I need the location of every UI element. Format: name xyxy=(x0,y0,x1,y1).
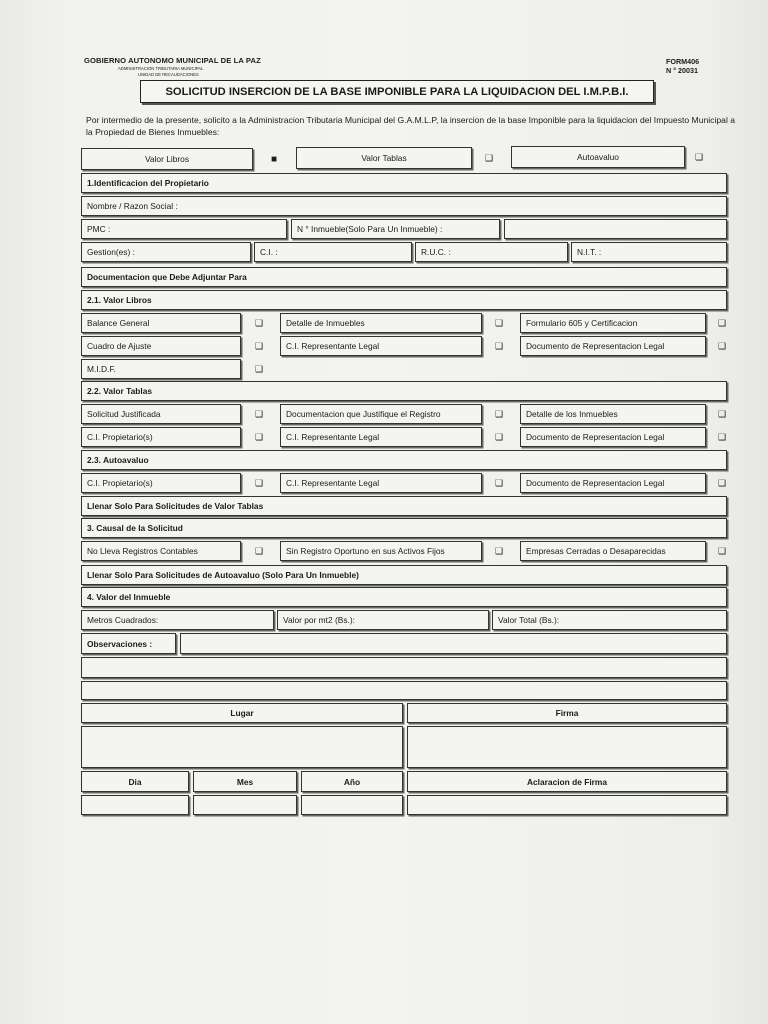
section-valor-libros: 2.1. Valor Libros xyxy=(81,290,727,310)
section-owner-identification: 1.Identificacion del Propietario xyxy=(81,173,727,193)
doc-ci-representante: C.I. Representante Legal xyxy=(280,336,482,356)
option-valor-libros[interactable]: Valor Libros xyxy=(81,148,253,170)
doc-justifique-registro: Documentacion que Justifique el Registro xyxy=(280,404,482,424)
checkbox-cuadro-ajuste[interactable]: ❑ xyxy=(254,340,264,351)
property-number-field[interactable]: N ° Inmueble(Solo Para Un Inmueble) : xyxy=(291,219,500,239)
observaciones-label: Observaciones : xyxy=(81,633,176,654)
observaciones-line-2[interactable] xyxy=(81,657,727,678)
org-name: GOBIERNO AUTONOMO MUNICIPAL DE LA PAZ xyxy=(84,56,261,65)
note-valor-tablas: Llenar Solo Para Solicitudes de Valor Tablas xyxy=(81,496,727,516)
ruc-field[interactable]: R.U.C. : xyxy=(415,242,568,262)
checkbox-representacion-legal-2[interactable]: ❑ xyxy=(717,431,727,442)
firma-header: Firma xyxy=(407,703,727,723)
org-subunit-2: UNIDAD DE RECAUDACIONES xyxy=(138,72,199,77)
doc-midf: M.I.D.F. xyxy=(81,359,241,379)
dia-header: Dia xyxy=(81,771,189,792)
mes-header: Mes xyxy=(193,771,297,792)
observaciones-line-3[interactable] xyxy=(81,681,727,700)
cause-no-registros: No Lleva Registros Contables xyxy=(81,541,241,561)
checkbox-solicitud-justificada[interactable]: ❑ xyxy=(254,408,264,419)
nit-field[interactable]: N.I.T. : xyxy=(571,242,727,262)
checkbox-midf[interactable]: ❑ xyxy=(254,363,264,374)
property-number-value[interactable] xyxy=(504,219,727,239)
checkbox-representacion-legal[interactable]: ❑ xyxy=(717,340,727,351)
anio-field[interactable] xyxy=(301,795,403,815)
valor-total-field[interactable]: Valor Total (Bs.): xyxy=(492,610,727,630)
cause-empresas-cerradas: Empresas Cerradas o Desaparecidas xyxy=(520,541,706,561)
checkbox-balance-general[interactable]: ❑ xyxy=(254,317,264,328)
checkbox-ci-representante-2[interactable]: ❑ xyxy=(494,431,504,442)
checkbox-ci-representante[interactable]: ❑ xyxy=(494,340,504,351)
org-subunit: ADMINISTRACION TRIBUTARIA MUNICIPAL xyxy=(118,66,204,71)
checkbox-ci-propietario[interactable]: ❑ xyxy=(254,431,264,442)
doc-representacion-legal-3: Documento de Representacion Legal xyxy=(520,473,706,493)
doc-detalle-los-inmuebles: Detalle de los Inmuebles xyxy=(520,404,706,424)
checkbox-detalle-inmuebles[interactable]: ❑ xyxy=(494,317,504,328)
section-valor-inmueble: 4. Valor del Inmueble xyxy=(81,587,727,607)
section-valor-tablas: 2.2. Valor Tablas xyxy=(81,381,727,401)
cause-sin-registro: Sin Registro Oportuno en sus Activos Fijos xyxy=(280,541,482,561)
checkbox-empresas-cerradas[interactable]: ❑ xyxy=(717,545,727,556)
aclaracion-field[interactable] xyxy=(407,795,727,815)
doc-balance-general: Balance General xyxy=(81,313,241,333)
section-documentation: Documentacion que Debe Adjuntar Para xyxy=(81,267,727,287)
form-number: N ° 20031 xyxy=(666,66,699,75)
lugar-field[interactable] xyxy=(81,726,403,768)
form-code: FORM406 xyxy=(666,57,700,66)
lugar-header: Lugar xyxy=(81,703,403,723)
checkbox-justifique-registro[interactable]: ❑ xyxy=(494,408,504,419)
doc-cuadro-ajuste: Cuadro de Ajuste xyxy=(81,336,241,356)
section-autoavaluo: 2.3. Autoavaluo xyxy=(81,450,727,470)
doc-ci-representante-3: C.I. Representante Legal xyxy=(280,473,482,493)
gestion-field[interactable]: Gestion(es) : xyxy=(81,242,251,262)
doc-detalle-inmuebles: Detalle de Inmuebles xyxy=(280,313,482,333)
checkbox-autoavaluo[interactable]: ❑ xyxy=(694,151,704,162)
checkbox-formulario-605[interactable]: ❑ xyxy=(717,317,727,328)
checkbox-no-registros[interactable]: ❑ xyxy=(254,545,264,556)
checkbox-sin-registro[interactable]: ❑ xyxy=(494,545,504,556)
owner-name-field[interactable]: Nombre / Razon Social : xyxy=(81,196,727,216)
doc-ci-representante-2: C.I. Representante Legal xyxy=(280,427,482,447)
checkbox-detalle-los-inmuebles[interactable]: ❑ xyxy=(717,408,727,419)
doc-ci-propietario-3: C.I. Propietario(s) xyxy=(81,473,241,493)
option-valor-tablas[interactable]: Valor Tablas xyxy=(296,147,472,169)
doc-solicitud-justificada: Solicitud Justificada xyxy=(81,404,241,424)
doc-representacion-legal-2: Documento de Representacion Legal xyxy=(520,427,706,447)
metros-cuadrados-field[interactable]: Metros Cuadrados: xyxy=(81,610,274,630)
ci-field[interactable]: C.I. : xyxy=(254,242,412,262)
option-autoavaluo[interactable]: Autoavaluo xyxy=(511,146,685,168)
checkbox-valor-tablas[interactable]: ❑ xyxy=(484,152,494,163)
intro-text: Por intermedio de la presente, solicito a la Administracion Tributaria Municipal del G.A.M.L.P, la insercion de la base Imponible para la liquidacion del Impuesto Municipal a la Propiedad de Bienes Inmuebles: xyxy=(86,115,736,137)
doc-ci-propietario: C.I. Propietario(s) xyxy=(81,427,241,447)
checkbox-ci-representante-3[interactable]: ❑ xyxy=(494,477,504,488)
observaciones-line-1[interactable] xyxy=(180,633,727,654)
dia-field[interactable] xyxy=(81,795,189,815)
checkbox-representacion-legal-3[interactable]: ❑ xyxy=(717,477,727,488)
mes-field[interactable] xyxy=(193,795,297,815)
checkbox-valor-libros[interactable]: ■ xyxy=(270,153,278,165)
valor-mt2-field[interactable]: Valor por mt2 (Bs.): xyxy=(277,610,489,630)
aclaracion-header: Aclaracion de Firma xyxy=(407,771,727,792)
pmc-field[interactable]: PMC : xyxy=(81,219,287,239)
anio-header: Año xyxy=(301,771,403,792)
checkbox-ci-propietario-3[interactable]: ❑ xyxy=(254,477,264,488)
firma-field[interactable] xyxy=(407,726,727,768)
doc-representacion-legal: Documento de Representacion Legal xyxy=(520,336,706,356)
section-causal: 3. Causal de la Solicitud xyxy=(81,518,727,538)
note-autoavaluo: Llenar Solo Para Solicitudes de Autoavaluo (Solo Para Un Inmueble) xyxy=(81,565,727,585)
doc-formulario-605: Formulario 605 y Certificacion xyxy=(520,313,706,333)
form-title: SOLICITUD INSERCION DE LA BASE IMPONIBLE PARA LA LIQUIDACION DEL I.M.P.B.I. xyxy=(140,80,654,103)
